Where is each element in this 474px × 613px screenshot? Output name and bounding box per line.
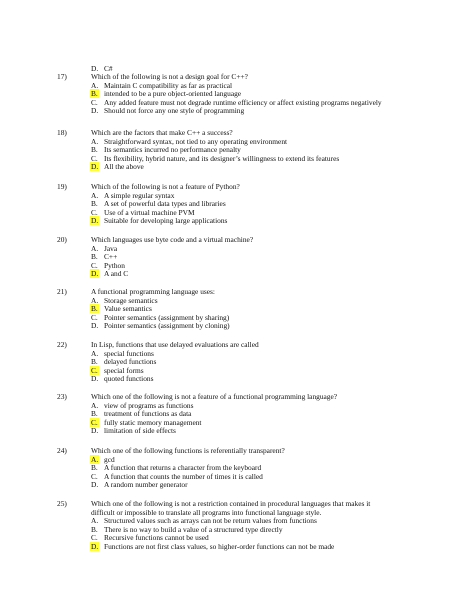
question-text: Which one of the following is not a restriction contained in procedural languages that makes it <box>91 499 371 508</box>
option-text: Maintain C compatibility as far as practical <box>104 80 233 90</box>
option-text: C++ <box>104 252 118 262</box>
answer-highlight: B. <box>91 89 98 99</box>
option-letter-label: A. <box>91 516 99 526</box>
option-letter-label: A. <box>91 295 99 305</box>
option-letter-label: D. <box>91 426 99 436</box>
option-text: A and C <box>104 269 129 279</box>
answer-highlight: D. <box>91 269 99 279</box>
top-item-text: C# <box>104 64 113 73</box>
option-text: Use of a virtual machine PVM <box>104 207 195 217</box>
question-number: 22) <box>57 340 67 349</box>
option-letter-label: A. <box>91 190 99 200</box>
option-text: special forms <box>104 365 144 375</box>
option-text: special functions <box>104 348 154 358</box>
answer-highlight: D. <box>91 162 99 172</box>
option-text: Recursive functions cannot be used <box>104 533 209 543</box>
option-text: Straightforward syntax, not tied to any operating environment <box>104 136 288 146</box>
option-text: Structured values such as arrays can not be return values from functions <box>104 516 317 526</box>
option-letter-label: C. <box>91 471 98 481</box>
option-letter-label: B. <box>91 409 98 419</box>
option-text: A function that counts the number of times it is called <box>104 471 263 481</box>
option-letter <box>91 269 100 278</box>
option-letter-label: B. <box>91 463 98 473</box>
option-letter <box>91 216 100 225</box>
question-text: Which one of the following is not a feature of a functional programming language? <box>91 392 338 401</box>
answer-highlight: C. <box>91 365 98 375</box>
option-letter-label: C. <box>91 260 98 270</box>
question-text: Which of the following is not a feature of Python? <box>91 182 240 191</box>
option-text: Value semantics <box>104 304 152 314</box>
option-letter-label: C. <box>91 97 98 107</box>
option-text: A set of powerful data types and libraries <box>104 199 226 209</box>
question-text: Which are the factors that make C++ a success? <box>91 128 233 137</box>
option-text: A function that returns a character from the keyboard <box>104 463 262 473</box>
option-text: Suitable for developing large applications <box>104 216 228 226</box>
question-text: Which languages use byte code and a virtual machine? <box>91 235 254 244</box>
option-letter-label: D. <box>91 321 99 331</box>
option-text: Any added feature must not degrade runtime efficiency or affect existing programs negatively <box>104 97 382 107</box>
option-text: quoted functions <box>104 374 154 384</box>
question-text: Which of the following is not a design goal for C++? <box>91 72 248 81</box>
question-text: In Lisp, functions that use delayed evaluations are called <box>91 340 259 349</box>
option-text: Storage semantics <box>104 295 158 305</box>
option-letter-label: A. <box>91 400 99 410</box>
option-letter <box>91 542 100 551</box>
question-number: 17) <box>57 72 67 81</box>
option-letter <box>91 162 100 171</box>
question-number: 20) <box>57 235 67 244</box>
option-text: gcd <box>104 454 115 464</box>
option-letter-label: D. <box>91 480 99 490</box>
option-letter <box>91 480 100 489</box>
option-text: limitation of side effects <box>104 426 176 436</box>
option-letter-label: D. <box>91 106 99 116</box>
option-text: Pointer semantics (assignment by cloning) <box>104 321 230 331</box>
option-text: Functions are not first class values, so higher-order functions can not be made <box>104 542 335 551</box>
option-text: intended to be a pure object-oriented language <box>104 89 242 99</box>
option-letter-label: C. <box>91 533 98 543</box>
option-letter-label: B. <box>91 252 98 262</box>
option-letter-label: D. <box>91 374 99 384</box>
top-item-letter: D. <box>91 64 99 73</box>
option-letter-label: C. <box>91 153 98 163</box>
option-text: fully static memory management <box>104 417 202 427</box>
option-text: All the above <box>104 162 144 172</box>
option-text: A random number generator <box>104 480 188 490</box>
option-letter <box>91 106 100 115</box>
option-letter-label: C. <box>91 207 98 217</box>
question-number: 24) <box>57 446 67 455</box>
answer-highlight: B. <box>91 304 98 314</box>
option-text: Pointer semantics (assignment by sharing) <box>104 312 230 322</box>
option-letter-label: A. <box>91 80 99 90</box>
option-text: There is no way to build a value of a structured type directly <box>104 524 283 534</box>
option-letter-label: B. <box>91 357 98 367</box>
option-text: delayed functions <box>104 357 157 367</box>
option-letter-label: B. <box>91 524 98 534</box>
question-number: 18) <box>57 128 67 137</box>
option-letter-label: A. <box>91 136 99 146</box>
answer-highlight: D. <box>91 542 99 551</box>
option-text: Java <box>104 243 118 253</box>
option-text: Its semantics incurred no performance penalty <box>104 145 241 155</box>
question-number: 19) <box>57 182 67 191</box>
option-text: A simple regular syntax <box>104 190 175 200</box>
option-text: Should not force any one style of programming <box>104 106 245 116</box>
question-text: Which one of the following functions is referentially transparent? <box>91 446 285 455</box>
question-number: 23) <box>57 392 67 401</box>
question-text: A functional programming language uses: <box>91 287 215 296</box>
option-text: Its flexibility, hybrid nature, and its designer’s willingness to extend its features <box>104 153 340 163</box>
option-letter-label: B. <box>91 199 98 209</box>
option-text: treatment of functions as data <box>104 409 192 419</box>
answer-highlight: A. <box>91 454 99 464</box>
question-number: 25) <box>57 499 67 508</box>
answer-highlight: C. <box>91 417 98 427</box>
option-text: Python <box>104 260 125 270</box>
question-number: 21) <box>57 287 67 296</box>
option-text: view of programs as functions <box>104 400 194 410</box>
option-letter <box>91 374 100 383</box>
option-letter-label: B. <box>91 145 98 155</box>
option-letter <box>91 426 100 435</box>
option-letter-label: A. <box>91 243 99 253</box>
answer-highlight: D. <box>91 216 99 226</box>
option-letter-label: A. <box>91 348 99 358</box>
question-text: difficult or impossible to translate all programs into functional language style. <box>91 507 322 517</box>
option-letter-label: C. <box>91 312 98 322</box>
option-letter <box>91 321 100 330</box>
